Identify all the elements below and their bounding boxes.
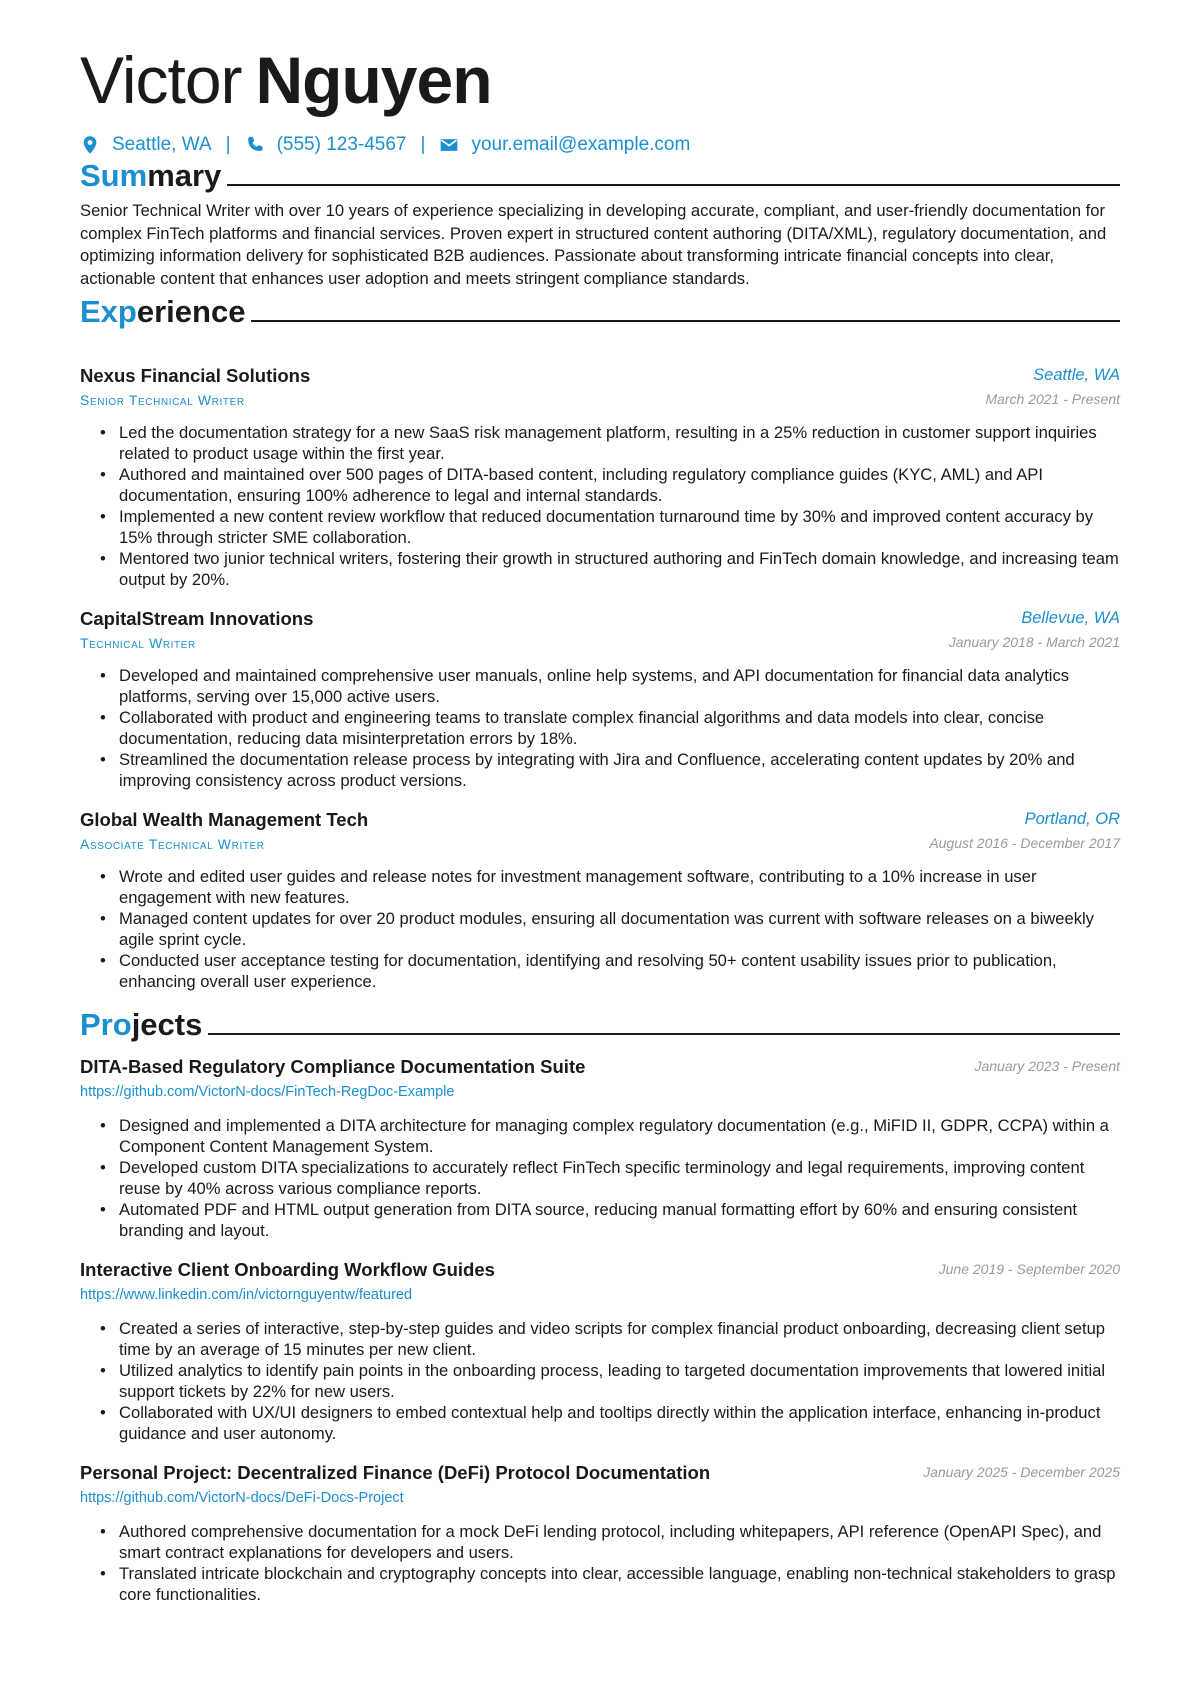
summary-heading-rest: mary xyxy=(147,158,222,193)
location-text: Seattle, WA xyxy=(112,134,212,155)
experience-company: Nexus Financial Solutions xyxy=(80,365,311,386)
experience-heading-accent: Exp xyxy=(80,294,137,329)
experience-role: Technical Writer xyxy=(80,635,196,651)
last-name: Nguyen xyxy=(255,43,492,117)
list-item: • Led the documentation strategy for a new SaaS risk management platform, resulting in a 25% reduction in customer support inquiries related to product usage within the first year. xyxy=(100,422,1120,464)
experience-location: Seattle, WA xyxy=(1033,366,1120,384)
project-name: Personal Project: Decentralized Finance (DeFi) Protocol Documentation xyxy=(80,1462,711,1483)
list-item: • Automated PDF and HTML output generation from DITA source, reducing manual formatting effort by 60% and ensuring consistent branding and layout. xyxy=(100,1199,1120,1241)
list-item: • Authored and maintained over 500 pages of DITA-based content, including regulatory compliance guides (KYC, AML) and API documentation, ensuring 100% adherence to legal and internal standards. xyxy=(100,464,1120,506)
experience-bullets xyxy=(100,422,1120,590)
section-rule xyxy=(251,320,1120,322)
projects-heading xyxy=(80,1005,1120,1045)
experience-location: Bellevue, WA xyxy=(1021,609,1120,627)
project-bullets xyxy=(100,1318,1120,1444)
phone-text: (555) 123-4567 xyxy=(276,134,407,155)
summary-text: Senior Technical Writer with over 10 years of experience specializing in developing accurate, compliant, and user-friendly documentation for complex FinTech platforms and financial services. Proven expert in structured content authoring (DITA/XML), regulatory documentation, and optimizing information delivery for sophisticated B2B audiences. Passionate about transforming intricate financial concepts into clear, actionable content that enhances user adoption and meets stringent compliance standards. xyxy=(80,201,1107,288)
list-item: • Developed and maintained comprehensive user manuals, online help systems, and API documentation for financial data analytics platforms, serving over 15,000 active users. xyxy=(100,665,1120,707)
list-item: • Implemented a new content review workflow that reduced documentation turnaround time by 30% and improved content accuracy by 15% through stricter SME collaboration. xyxy=(100,506,1120,548)
project-dates: June 2019 - September 2020 xyxy=(938,1261,1120,1277)
projects-heading-rest: jects xyxy=(131,1007,203,1042)
list-item: • Designed and implemented a DITA architecture for managing complex regulatory documentation (e.g., MiFID II, GDPR, CCPA) within a Component Content Management System. xyxy=(100,1115,1120,1157)
list-item: • Mentored two junior technical writers, fostering their growth in structured authoring and FinTech domain knowledge, and increasing team output by 20%. xyxy=(100,548,1120,590)
project-link[interactable]: https://github.com/VictorN-docs/FinTech-RegDoc-Example xyxy=(80,1084,455,1100)
summary-heading xyxy=(80,156,1120,196)
project-link[interactable]: https://www.linkedin.com/in/victornguyentw/featured xyxy=(80,1287,413,1303)
project-bullets xyxy=(100,1521,1120,1605)
envelope-icon xyxy=(439,135,459,155)
list-item: • Managed content updates for over 20 product modules, ensuring all documentation was current with software releases on a biweekly agile sprint cycle. xyxy=(100,908,1120,950)
project-dates: January 2023 - Present xyxy=(974,1058,1120,1074)
project-link[interactable]: https://github.com/VictorN-docs/DeFi-Docs-Project xyxy=(80,1490,404,1506)
phone-icon xyxy=(245,135,265,155)
experience-role: Associate Technical Writer xyxy=(80,836,265,852)
experience-location: Portland, OR xyxy=(1024,810,1120,828)
project-bullets xyxy=(100,1115,1120,1241)
experience-bullets xyxy=(100,866,1120,992)
experience-heading-rest: erience xyxy=(136,294,246,329)
list-item: • Wrote and edited user guides and release notes for investment management software, contributing to a 10% increase in user engagement with new features. xyxy=(100,866,1120,908)
projects-heading-accent: Pro xyxy=(80,1007,132,1042)
experience-bullets xyxy=(100,665,1120,791)
project-dates: January 2025 - December 2025 xyxy=(923,1464,1120,1480)
section-rule xyxy=(227,184,1120,186)
list-item: • Created a series of interactive, step-by-step guides and video scripts for complex financial product onboarding, decreasing client setup time by an average of 15 minutes per new client. xyxy=(100,1318,1120,1360)
experience-heading xyxy=(80,292,1120,332)
list-item: • Collaborated with product and engineering teams to translate complex financial algorithms and data models into clear, concise documentation, reducing data misinterpretation errors by 18%. xyxy=(100,707,1120,749)
list-item: • Streamlined the documentation release process by integrating with Jira and Confluence, accelerating content updates by 20% and improving consistency across product versions. xyxy=(100,749,1120,791)
experience-dates: January 2018 - March 2021 xyxy=(948,634,1120,650)
list-item: • Utilized analytics to identify pain points in the onboarding process, leading to targeted documentation improvements that lowered initial support tickets by 22% for new users. xyxy=(100,1360,1120,1402)
list-item: • Conducted user acceptance testing for documentation, identifying and resolving 50+ content usability issues prior to publication, enhancing overall user experience. xyxy=(100,950,1120,992)
project-name: Interactive Client Onboarding Workflow Guides xyxy=(80,1259,495,1280)
contact-line xyxy=(80,132,690,158)
section-rule xyxy=(208,1033,1120,1035)
first-name: Victor xyxy=(80,43,242,117)
experience-company: Global Wealth Management Tech xyxy=(80,809,369,830)
map-marker-icon xyxy=(80,135,100,155)
email-link[interactable]: your.email@example.com xyxy=(471,134,691,155)
list-item: • Collaborated with UX/UI designers to embed contextual help and tooltips directly within the application interface, enhancing in-product guidance and user autonomy. xyxy=(100,1402,1120,1444)
list-item: • Authored comprehensive documentation for a mock DeFi lending protocol, including whitepapers, API reference (OpenAPI Spec), and smart contract explanations for developers and users. xyxy=(100,1521,1120,1563)
experience-company: CapitalStream Innovations xyxy=(80,608,314,629)
summary-heading-accent: Sum xyxy=(80,158,148,193)
contact-separator: | xyxy=(225,134,231,155)
project-name: DITA-Based Regulatory Compliance Documentation Suite xyxy=(80,1056,586,1077)
candidate-name xyxy=(80,40,492,120)
experience-dates: March 2021 - Present xyxy=(985,391,1120,407)
list-item: • Translated intricate blockchain and cryptography concepts into clear, accessible language, enabling non-technical stakeholders to grasp core functionalities. xyxy=(100,1563,1120,1605)
experience-role: Senior Technical Writer xyxy=(80,392,245,408)
contact-separator: | xyxy=(420,134,426,155)
list-item: • Developed custom DITA specializations to accurately reflect FinTech specific terminology and legal requirements, improving content reuse by 40% across various compliance reports. xyxy=(100,1157,1120,1199)
experience-dates: August 2016 - December 2017 xyxy=(929,835,1120,851)
